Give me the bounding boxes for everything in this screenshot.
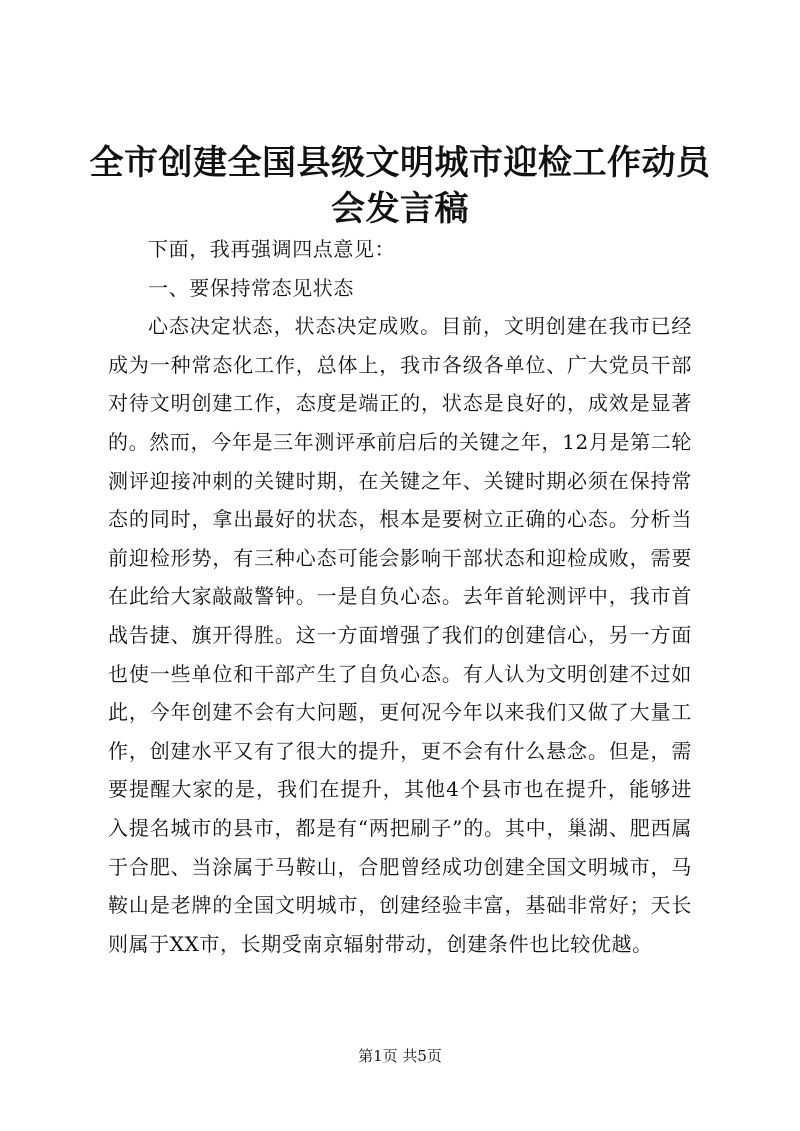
paragraph-intro: 下面，我再强调四点意见： (148, 237, 396, 261)
paragraph-main: 心态决定状态，状态决定成败。目前，文明创建在我市已经成为一种常态化工作，总体上，我市各级各单位、广大党员干部对待文明创建工作，态度是端正的，状态是良好的，成效是显著的。然而，今年是三年测评承前启后的关键之年，12月是第二轮测评迎接冲刺的关键时期，在关键之年、关键时期必须在保持常态的同时，拿出最好的状态，根本是要树立正确的心态。分析当前迎检形势，有三种心态可能会影响干部状态和迎检成败，需要在此给大家敲敲警钟。一是自负心态。去年首轮测评中，我市首战告捷、旗开得胜。这一方面增强了我们的创建信心，另一方面也使一些单位和干部产生了自负心态。有人认为文明创建不过如此，今年创建不会有大问题，更何况今年以来我们又做了大量工作，创建水平又有了很大的提升，更不会有什么悬念。但是，需要提醒大家的是，我们在提升，其他4个县市也在提升，能够进入提名城市的县市，都是有“两把刷子”的。其中，巢湖、肥西属于合肥、当涂属于马鞍山，合肥曾经成功创建全国文明城市，马鞍山是老牌的全国文明城市，创建经验丰富，基础非常好；天长则属于XX市，长期受南京辐射带动，创建条件也比较优越。 (108, 314, 692, 956)
document-title: 全市创建全国县级文明城市迎检工作动员会发言稿 (89, 143, 711, 229)
page-footer: 第1页 共5页 (358, 1047, 442, 1065)
document-body (108, 230, 692, 963)
section-heading: 一、要保持常态见状态 (148, 275, 354, 300)
